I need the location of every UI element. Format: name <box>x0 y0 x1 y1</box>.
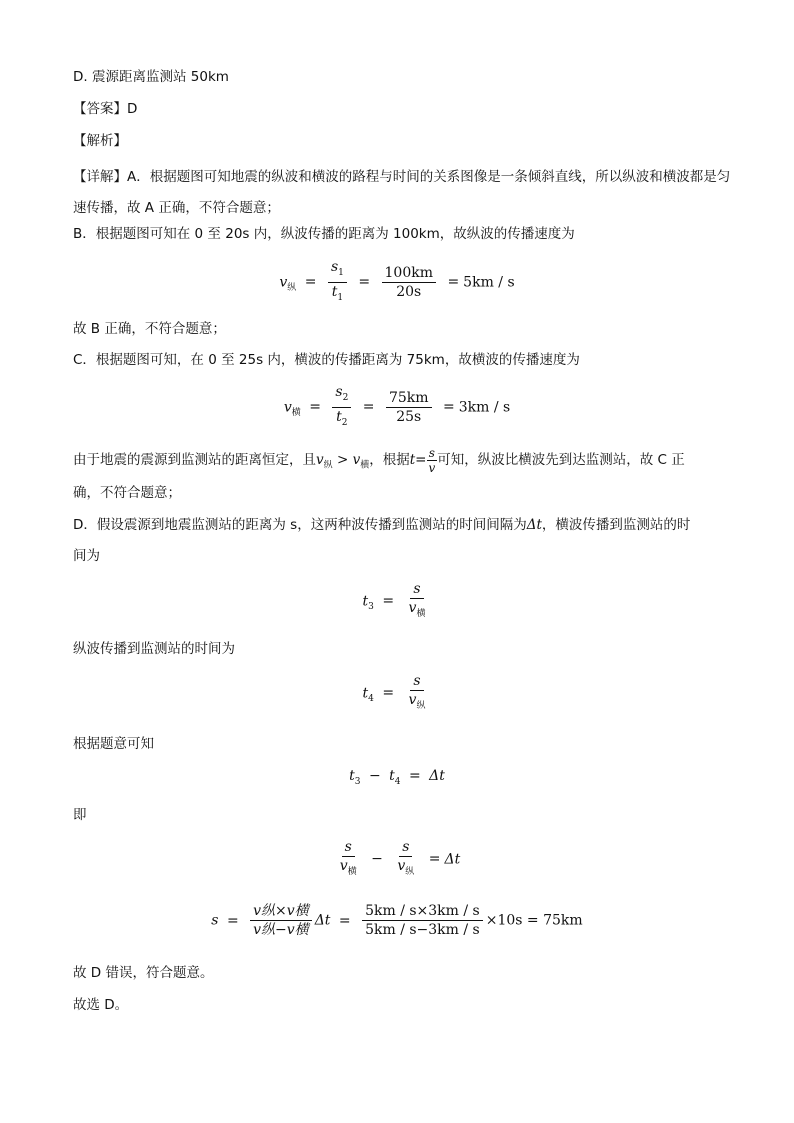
eq4-den: v <box>408 692 417 708</box>
part-d-ji: 即 <box>73 807 87 823</box>
eq1-f1-den: t <box>331 283 338 300</box>
eq2-f1-den: t <box>336 408 342 425</box>
part-b-end: 故 B 正确，不符合题意； <box>73 321 226 337</box>
formula-num: s <box>428 446 435 460</box>
eq6-n2: s <box>399 838 412 857</box>
eq4-num: s <box>410 672 423 691</box>
eq2-result: 3km / s <box>458 399 511 416</box>
answer-line: 【答案】D <box>73 101 138 117</box>
eq5-eq: = <box>408 768 421 784</box>
eq7-delta: Δt <box>314 912 331 929</box>
eq1-f2-num: 100km <box>382 264 436 283</box>
eq2-f2-den: 25s <box>396 408 422 425</box>
eq7-den2: 5km / s−3km / s <box>365 922 480 938</box>
eq6-rhs: Δt <box>444 851 461 868</box>
eq5-minus: − <box>368 768 381 784</box>
eq5-a: t <box>349 768 355 784</box>
eq3-den-sub: 横 <box>416 608 426 619</box>
eq6-frac1 <box>337 838 360 881</box>
eq2-lhs: v <box>283 399 292 416</box>
ineq-a: v <box>316 452 324 468</box>
formula-frac <box>426 446 437 475</box>
eq5-b-sub: 4 <box>394 776 401 787</box>
part-c-inequality <box>316 452 370 471</box>
eq6-frac2 <box>394 838 417 881</box>
ineq-a-sub: 纵 <box>323 460 333 471</box>
eq6-minus: − <box>371 851 383 868</box>
eq5-b: t <box>389 768 395 784</box>
part-a-text: 【详解】A．根据题图可知地震的纵波和横波的路程与时间的关系图像是一条倾斜直线，所以纵波和横波都是匀速传播，故 A 正确，不符合题意； <box>73 169 731 216</box>
part-c-text-b: ，根据 <box>369 452 410 468</box>
part-c-text-a: 由于地震的震源到监测站的距离恒定，且 <box>73 452 316 468</box>
eq2-f2-num: 75km <box>386 389 432 408</box>
part-d-long-time: 纵波传播到监测站的时间为 <box>73 641 235 657</box>
eq4-lhs-sub: 4 <box>368 694 374 705</box>
eq5-a-sub: 3 <box>354 776 361 787</box>
equation-longitudinal-speed: $v_纵$ = $\frac{s_1}{t_1}$ = $\frac{100km}{20s}$ = 5km / s <box>0 258 794 307</box>
ineq-b-sub: 横 <box>360 460 370 471</box>
eq6-d1: v <box>339 858 348 874</box>
eq2-f1-num: s <box>335 384 343 400</box>
eq1-f1-num: s <box>330 259 339 275</box>
eq6-n1: s <box>342 838 355 857</box>
eq7-frac2 <box>362 902 483 939</box>
eq1-lhs: v <box>279 274 288 291</box>
eq7-tail: ×10s = 75km <box>485 912 583 929</box>
eq5-rhs: Δt <box>429 768 445 784</box>
eq7-num2: 5km / s×3km / s <box>362 902 483 921</box>
eq6-d2: v <box>397 858 406 874</box>
eq3-frac <box>406 580 429 623</box>
part-c-text-c: 可知，纵波比横波先到达监测站，故 C 正 <box>437 452 685 468</box>
eq3-den: v <box>408 600 417 616</box>
eq4-den-sub: 纵 <box>416 700 426 711</box>
analysis-heading: 【解析】 <box>73 133 127 149</box>
ineq-b: v <box>352 452 361 468</box>
eq2-lhs-sub: 横 <box>291 408 301 419</box>
formula-lhs: t <box>409 452 416 468</box>
eq4-lhs: t <box>362 685 369 702</box>
part-c-intro: C．根据题图可知，在 0 至 25s 内，横波的传播距离为 75km，故横波的传播速度为 <box>73 352 580 368</box>
part-b-intro: B．根据题图可知在 0 至 20s 内，纵波传播的距离为 100km，故纵波的传播速度为 <box>73 226 575 242</box>
eq7-den: v纵−v横 <box>253 922 309 938</box>
final-answer: 故选 D。 <box>73 997 129 1013</box>
eq3-lhs: t <box>362 593 369 610</box>
eq6-d2-sub: 纵 <box>405 866 415 877</box>
formula-den: v <box>428 461 436 475</box>
eq3-num: s <box>410 580 423 599</box>
part-d-end: 故 D 错误，符合题意。 <box>73 965 214 981</box>
eq6-d1-sub: 横 <box>347 866 357 877</box>
eq2-frac2 <box>386 389 432 426</box>
eq7-lhs: s <box>211 912 219 929</box>
eq1-f1-den-sub: 1 <box>337 292 344 303</box>
part-c-formula <box>409 446 438 475</box>
part-d-delta: Δt <box>526 517 542 533</box>
eq7-frac1 <box>250 902 312 939</box>
eq2-frac1 <box>332 383 351 432</box>
part-d-text-a: D．假设震源到地震监测站的距离为 s，这两种波传播到监测站的时间间隔为 <box>73 517 527 533</box>
eq1-f2-den: 20s <box>396 283 422 300</box>
part-c-line2: 确，不符合题意； <box>73 485 181 501</box>
equation-distance: s = $\frac{\text{v纵×v横}}{\text{v纵−v横}}$ Δt = $\frac{5km / s\times 3km / s}{5km / s-3km / s}$ ×10s = 75km <box>211 903 583 938</box>
eq1-frac2 <box>382 264 436 301</box>
option-d-text: D. 震源距离监测站 50km <box>73 69 229 85</box>
part-d-text-b: ，横波传播到监测站的时 <box>541 517 691 533</box>
eq2-f1-den-sub: 2 <box>341 417 348 428</box>
formula-eq: = <box>415 452 427 468</box>
eq7-num: v纵×v横 <box>250 902 312 921</box>
equation-t3: $t_3$ = $\frac{s}{v_横}$ <box>0 580 794 623</box>
eq1-result: 5km / s <box>463 274 515 291</box>
part-d-condition: 根据题意可知 <box>73 736 154 752</box>
part-d-line1 <box>73 516 690 534</box>
equation-delta-t: $\frac{s}{v_横}$ − $\frac{s}{v_纵}$ = Δt <box>0 838 794 881</box>
eq3-lhs-sub: 3 <box>368 602 374 613</box>
equation-t4: $t_4$ = $\frac{s}{v_纵}$ <box>0 672 794 715</box>
part-c-reasoning <box>73 446 685 475</box>
part-d-line2: 间为 <box>73 548 100 564</box>
equation-transverse-speed: $v_横$ = $\frac{s_2}{t_2}$ = $\frac{75km}{25s}$ = 3km / s <box>0 383 794 432</box>
eq4-frac <box>406 672 429 715</box>
ineq-op: > <box>336 452 349 468</box>
eq1-frac1 <box>328 258 347 307</box>
eq1-f1-num-sub: 1 <box>338 267 344 278</box>
eq1-lhs-sub: 纵 <box>287 283 297 294</box>
equation-difference <box>0 768 794 787</box>
eq2-f1-num-sub: 2 <box>342 392 349 403</box>
